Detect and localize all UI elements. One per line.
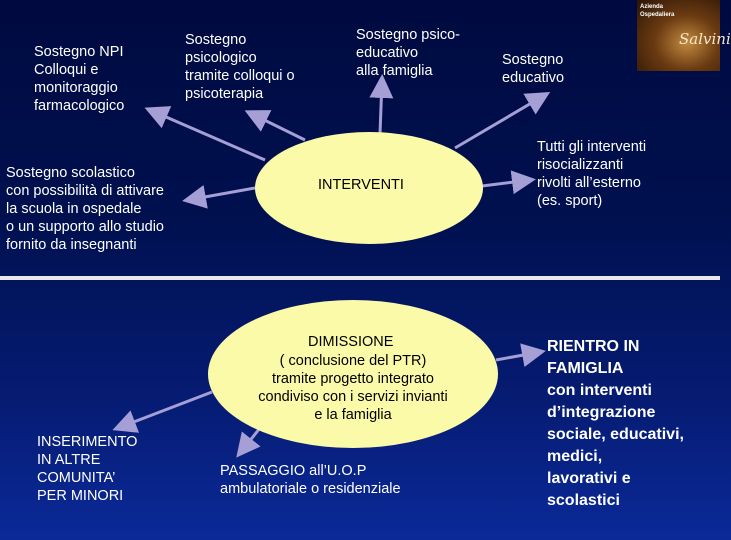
- sostegno-npi-text: Sostegno NPI Colloqui e monitoraggio farmacologico: [34, 44, 125, 114]
- sostegno-educativo-text: Sostegno educativo: [502, 52, 565, 86]
- arrow-to-psicoeducativo: [380, 80, 382, 134]
- arrow-to-inserimento: [118, 392, 212, 428]
- logo-line2: Ospedaliera: [640, 12, 675, 18]
- arrow-to-risocializzanti: [482, 180, 530, 186]
- arrow-to-rientro: [496, 352, 540, 360]
- interventi-risocializzanti-text: Tutti gli interventi risocializzanti rivolti all’esterno (es. sport): [537, 139, 647, 209]
- arrow-to-npi: [150, 110, 265, 160]
- hospital-logo: [637, 0, 731, 71]
- rientro-text: RIENTRO IN FAMIGLIA con interventi d’integrazione sociale, educativi, medici, lavorativi e scolastici: [547, 338, 684, 509]
- logo-signature: Salvini: [679, 30, 731, 48]
- arrow-to-scolastico: [188, 188, 255, 200]
- sostegno-psicoeducativo-text: Sostegno psico- educativo alla famiglia: [356, 27, 460, 79]
- logo-line1: Azienda: [640, 4, 664, 10]
- passaggio-text: PASSAGGIO all’U.O.P ambulatoriale o residenziale: [220, 463, 401, 497]
- sostegno-scolastico-text: Sostegno scolastico con possibilità di attivare la scuola in ospedale o un supporto allo studio fornito da insegnanti: [6, 165, 164, 253]
- dimissione-body: ( conclusione del PTR) tramite progetto integrato condiviso con i servizi invianti e la famiglia: [258, 353, 448, 423]
- arrow-to-psicologico: [250, 113, 305, 140]
- arrow-to-educativo: [455, 95, 545, 148]
- inserimento-text: INSERIMENTO IN ALTRE COMUNITA’ PER MINORI: [37, 434, 138, 504]
- dimissione-title: DIMISSIONE: [308, 334, 394, 350]
- sostegno-psicologico-text: Sostegno psicologico tramite colloqui o psicoterapia: [185, 32, 295, 102]
- section-divider: [0, 276, 720, 280]
- interventi-label: INTERVENTI: [318, 177, 404, 193]
